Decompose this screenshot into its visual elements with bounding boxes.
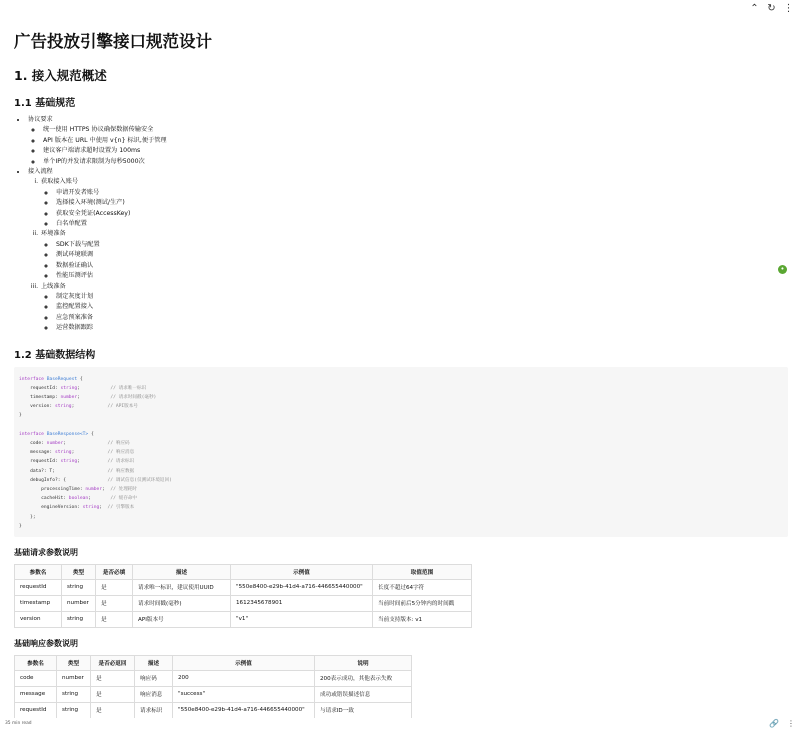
table-cell: string — [57, 686, 91, 702]
table-row — [15, 595, 472, 611]
table-header: 说明 — [315, 655, 412, 670]
list-item: ◦ 获取安全凭证(AccessKey) — [55, 209, 788, 219]
table-header: 类型 — [62, 564, 96, 579]
list-item: iii. 上线准备 ◦ 制定灰度计划 ◦ 监控配置接入 ◦ 应急预案准备 ◦ 运营数据跟踪 — [40, 282, 788, 334]
more-icon[interactable]: ⋮ — [787, 719, 795, 728]
table-cell: 请求唯一标识，建议使用UUID — [133, 579, 231, 595]
table-cell: 与请求ID一致 — [315, 702, 412, 718]
table-header: 参数名 — [15, 564, 62, 579]
table-cell: 成功或错误描述信息 — [315, 686, 412, 702]
code-content: interface BaseRequest { requestId: string; // 请求唯一标识 timestamp: number; // 请求时间戳(毫秒) version: string; // API版本号 } interface BaseResponse<T> { code: number; // 响应码 message: string; // 响应消息 requestId: string; // 请求标识 data?: T; // 响应数据 debugInfo?: { // 调试信息(仅测试环境返回) processingTime: number; // 处理耗时 cacheHit: boolean; // 缓存命中 engineVersion: string; // 引擎版本 }; } — [19, 376, 172, 529]
table-cell: 请求标识 — [135, 702, 173, 718]
table-cell: 请求时间戳(毫秒) — [133, 595, 231, 611]
list-item: ◦ 白名单配置 — [55, 219, 788, 229]
table-cell: message — [15, 686, 57, 702]
table-cell: 是 — [91, 686, 135, 702]
section-heading-1-1: 1.1 基础规范 — [14, 98, 76, 109]
list-item: ◦ 数据验证确认 — [55, 261, 788, 271]
table-row — [15, 611, 472, 627]
table-header: 是否必填 — [96, 564, 133, 579]
list-item: ◦ 选择接入环境(测试/生产) — [55, 198, 788, 208]
table-header-row — [15, 564, 472, 579]
doc-title: 广告投放引擎接口规范设计 — [14, 32, 212, 51]
section-heading-1-2: 1.2 基础数据结构 — [14, 349, 96, 361]
read-time: 35 min read — [5, 721, 32, 726]
table-cell: API版本号 — [133, 611, 231, 627]
table-cell: string — [57, 702, 91, 718]
table-cell: requestId — [15, 702, 57, 718]
table-cell: 当前支持版本: v1 — [373, 611, 472, 627]
list-item: ◦ 制定灰度计划 — [55, 292, 788, 302]
list-item: ◦ 单个IP的并发请求限制为每秒5000次 — [42, 157, 788, 167]
table-header: 参数名 — [15, 655, 57, 670]
table-cell: requestId — [15, 579, 62, 595]
table-cell: string — [62, 579, 96, 595]
table-row — [15, 579, 472, 595]
table-cell: 是 — [91, 702, 135, 718]
table-header: 取值范围 — [373, 564, 472, 579]
table-cell: 1612345678901 — [231, 595, 373, 611]
table-cell: string — [62, 611, 96, 627]
refresh-icon[interactable]: ↻ — [767, 2, 776, 14]
table-cell: 响应消息 — [135, 686, 173, 702]
collapse-icon[interactable]: ⌃ — [750, 2, 759, 14]
list-item: ◦ 运营数据跟踪 — [55, 323, 788, 333]
table-header-row — [15, 655, 412, 670]
link-icon[interactable]: 🔗 — [769, 719, 779, 728]
list-item: ◦ 测试环境联调 — [55, 250, 788, 260]
list-item: i. 获取接入账号 ◦ 申请开发者账号 ◦ 选择接入环境(测试/生产) ◦ 获取安全凭证(AccessKey) ◦ 白名单配置 — [40, 177, 788, 229]
request-params-table — [14, 564, 472, 628]
table-header: 描述 — [135, 655, 173, 670]
table-header: 示例值 — [231, 564, 373, 579]
table-cell: number — [57, 670, 91, 686]
list-item: ◦ 申请开发者账号 — [55, 188, 788, 198]
table-cell: 是 — [96, 611, 133, 627]
table-cell: 当前时间前后5分钟内的时间戳 — [373, 595, 472, 611]
table-cell: 是 — [96, 579, 133, 595]
list-item: ◦ 性能压测评估 — [55, 271, 788, 281]
list-item: ◦ 统一使用 HTTPS 协议确保数据传输安全 — [42, 125, 788, 135]
list-item: ◦ API 版本在 URL 中使用 v{n} 标识,便于管理 — [42, 136, 788, 146]
section-heading-1: 1. 接入规范概述 — [14, 68, 107, 83]
more-icon[interactable]: ⋮ — [783, 2, 794, 14]
list-item: ii. 环境准备 ◦ SDK下载与配置 ◦ 测试环境联调 ◦ 数据验证确认 ◦ 性能压测评估 — [40, 229, 788, 281]
protocol-list — [42, 125, 788, 167]
table-header: 描述 — [133, 564, 231, 579]
list-item: ◦ 建议客户端请求超时设置为 100ms — [42, 146, 788, 156]
flow-list — [40, 177, 788, 333]
table-cell: version — [15, 611, 62, 627]
table-cell: code — [15, 670, 57, 686]
status-bar — [0, 718, 800, 730]
table-cell: 响应码 — [135, 670, 173, 686]
table-cell: timestamp — [15, 595, 62, 611]
table-cell: "success" — [173, 686, 315, 702]
table-cell: 长度不超过64字符 — [373, 579, 472, 595]
table-cell: "v1" — [231, 611, 373, 627]
code-block — [14, 367, 788, 537]
table-row — [15, 670, 412, 686]
spec-list — [27, 115, 788, 334]
table-cell: "550e8400-e29b-41d4-a716-446655440000" — [231, 579, 373, 595]
table-row — [15, 702, 412, 718]
table-cell: 200表示成功，其他表示失败 — [315, 670, 412, 686]
table-cell: number — [62, 595, 96, 611]
table-cell: "550e8400-e29b-41d4-a716-446655440000" — [173, 702, 315, 718]
table-cell: 200 — [173, 670, 315, 686]
table-header: 类型 — [57, 655, 91, 670]
list-item: ◦ SDK下载与配置 — [55, 240, 788, 250]
table-cell: 是 — [91, 670, 135, 686]
list-item: ◦ 监控配置接入 — [55, 302, 788, 312]
list-item: • 接入流程 i. 获取接入账号 ◦ 申请开发者账号 ◦ 选择接入环境(测试/生产) ◦ 获取安全凭证(AccessKey) ◦ 白名单配置 ii. 环境准备 ◦ SDK下载与配置 ◦ 测试环境联调 ◦ 数据验证确认 ◦ 性能压测评估 iii. 上线准备 ◦ 制定灰度计划 ◦ 监控配置接入 ◦ 应急预案准备 ◦ 运营数据跟踪 — [27, 167, 788, 334]
response-table-title: 基础响应参数说明 — [14, 638, 78, 648]
table-cell: 是 — [96, 595, 133, 611]
table-header: 示例值 — [173, 655, 315, 670]
sync-status-icon[interactable]: • — [778, 265, 787, 274]
table-header: 是否必返回 — [91, 655, 135, 670]
list-item: ◦ 应急预案准备 — [55, 313, 788, 323]
response-params-table — [14, 655, 412, 718]
table-row — [15, 686, 412, 702]
list-item: • 协议要求 ◦ 统一使用 HTTPS 协议确保数据传输安全 ◦ API 版本在 URL 中使用 v{n} 标识,便于管理 ◦ 建议客户端请求超时设置为 100ms ◦ 单个IP的并发请求限制为每秒5000次 — [27, 115, 788, 167]
request-table-title: 基础请求参数说明 — [14, 547, 78, 557]
